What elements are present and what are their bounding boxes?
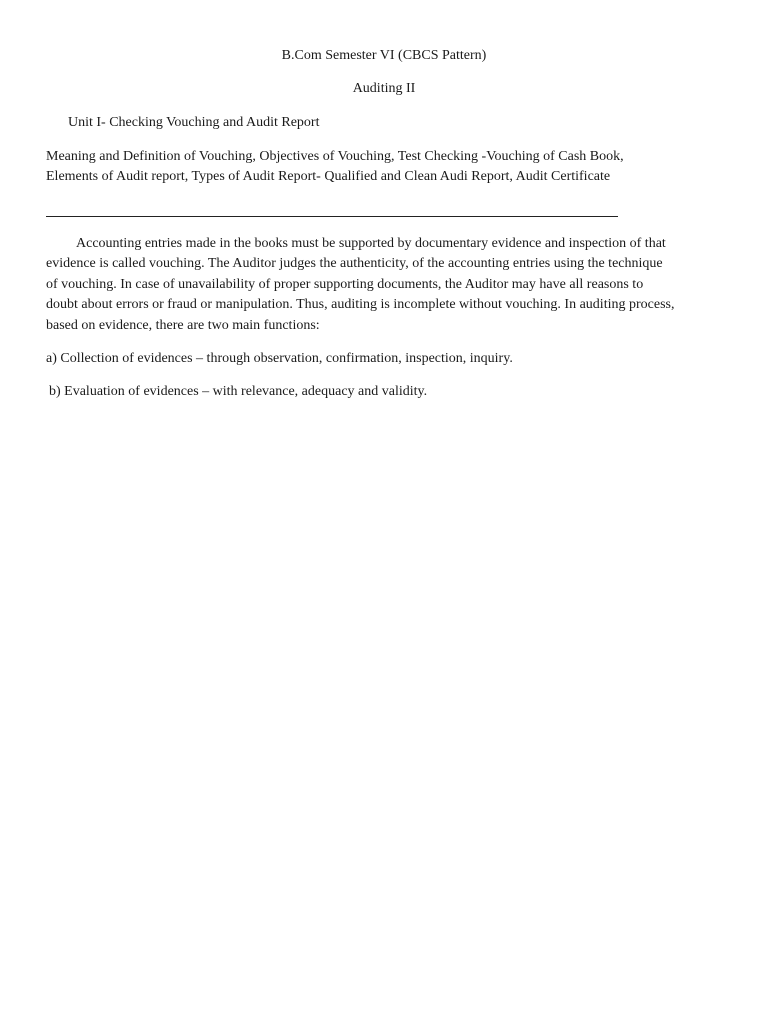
paragraph-line: based on evidence, there are two main functions: — [46, 318, 320, 333]
subject-heading: Auditing II — [352, 81, 416, 96]
paragraph-line: of vouching. In case of unavailability of proper supporting documents, the Auditor may have all reasons to — [46, 277, 644, 292]
paragraph-line: evidence is called vouching. The Auditor judges the authenticity, of the accounting entries using the technique — [46, 256, 663, 271]
syllabus-line-2: Elements of Audit report, Types of Audit Report- Qualified and Clean Audi Report, Audit Certificate — [46, 169, 611, 184]
list-item-a: a) Collection of evidences – through observation, confirmation, inspection, inquiry. — [46, 351, 513, 366]
paragraph-line: Accounting entries made in the books must be supported by documentary evidence and inspection of that — [76, 236, 666, 251]
list-item-b: b) Evaluation of evidences – with relevance, adequacy and validity. — [49, 384, 428, 399]
unit-title: Unit I- Checking Vouching and Audit Report — [68, 115, 320, 130]
horizontal-rule — [46, 216, 618, 217]
paragraph-line: doubt about errors or fraud or manipulation. Thus, auditing is incomplete without vouching. In auditing process, — [46, 297, 675, 312]
course-heading: B.Com Semester VI (CBCS Pattern) — [281, 48, 487, 63]
syllabus-line-1: Meaning and Definition of Vouching, Objectives of Vouching, Test Checking -Vouching of Cash Book, — [46, 149, 624, 164]
